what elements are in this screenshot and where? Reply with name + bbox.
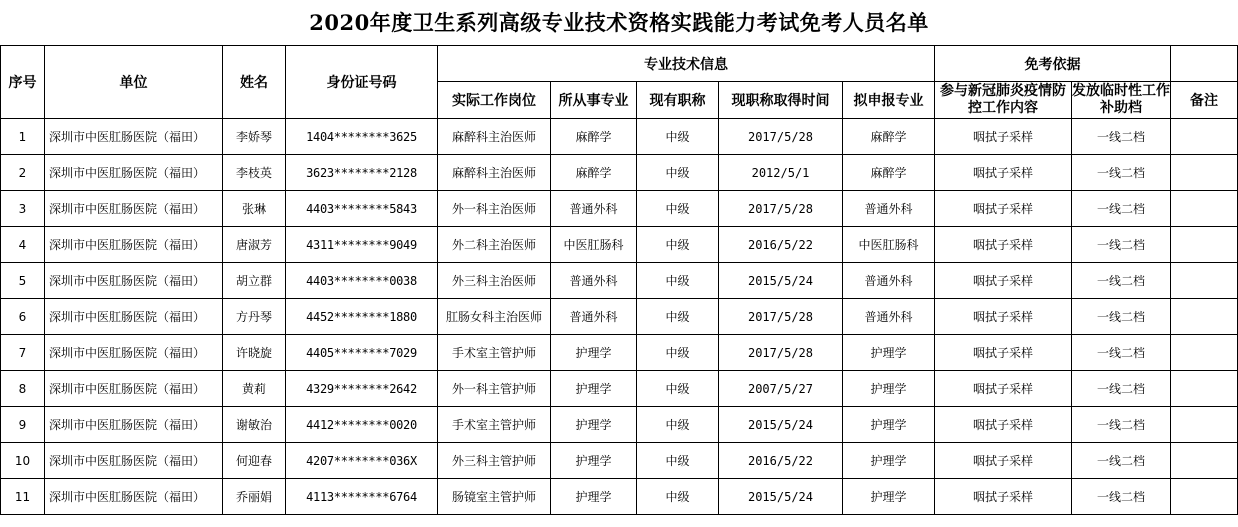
header-apply: 拟申报专业 (843, 82, 935, 119)
table-row (1, 155, 1238, 191)
page-title: 2020年度卫生系列高级专业技术资格实践能力考试免考人员名单 (309, 10, 929, 35)
cell-title-date: 2017/5/28 (719, 191, 843, 227)
table-row (1, 407, 1238, 443)
cell-apply: 护理学 (843, 335, 935, 371)
cell-name: 李娇琴 (223, 119, 286, 155)
cell-specialty: 护理学 (551, 371, 637, 407)
cell-covid: 咽拭子采样 (935, 335, 1072, 371)
cell-title-now: 中级 (637, 191, 719, 227)
cell-specialty: 护理学 (551, 443, 637, 479)
header-specialty: 所从事专业 (551, 82, 637, 119)
cell-post: 麻醉科主治医师 (438, 155, 551, 191)
cell-id: 4329********2642 (286, 371, 438, 407)
header-post: 实际工作岗位 (438, 82, 551, 119)
cell-title-date: 2017/5/28 (719, 335, 843, 371)
cell-specialty: 麻醉学 (551, 119, 637, 155)
cell-remark (1171, 119, 1238, 155)
cell-title-date: 2017/5/28 (719, 299, 843, 335)
cell-post: 外一科主管护师 (438, 371, 551, 407)
cell-title-now: 中级 (637, 407, 719, 443)
table-row (1, 119, 1238, 155)
cell-subsidy: 一线二档 (1072, 263, 1171, 299)
cell-covid: 咽拭子采样 (935, 155, 1072, 191)
cell-remark (1171, 155, 1238, 191)
header-covid: 参与新冠肺炎疫情防控工作内容 (935, 82, 1072, 119)
cell-subsidy: 一线二档 (1072, 299, 1171, 335)
cell-apply: 护理学 (843, 443, 935, 479)
cell-seq: 5 (1, 263, 45, 299)
cell-title-now: 中级 (637, 227, 719, 263)
cell-id: 1404********3625 (286, 119, 438, 155)
cell-apply: 普通外科 (843, 191, 935, 227)
cell-apply: 中医肛肠科 (843, 227, 935, 263)
cell-name: 许晓旋 (223, 335, 286, 371)
cell-covid: 咽拭子采样 (935, 299, 1072, 335)
cell-seq: 11 (1, 479, 45, 515)
exemption-table (0, 45, 1238, 515)
cell-specialty: 普通外科 (551, 263, 637, 299)
cell-post: 外三科主治医师 (438, 263, 551, 299)
cell-apply: 护理学 (843, 371, 935, 407)
cell-unit: 深圳市中医肛肠医院（福田） (45, 263, 223, 299)
cell-title-now: 中级 (637, 371, 719, 407)
header-group-basis: 免考依据 (935, 46, 1171, 82)
cell-seq: 8 (1, 371, 45, 407)
cell-title-date: 2015/5/24 (719, 479, 843, 515)
cell-title-date: 2016/5/22 (719, 227, 843, 263)
cell-covid: 咽拭子采样 (935, 227, 1072, 263)
table-row (1, 371, 1238, 407)
cell-title-now: 中级 (637, 155, 719, 191)
cell-seq: 7 (1, 335, 45, 371)
table-row (1, 443, 1238, 479)
header-id: 身份证号码 (286, 46, 438, 119)
header-remark: 备注 (1171, 82, 1238, 119)
cell-seq: 1 (1, 119, 45, 155)
cell-subsidy: 一线二档 (1072, 119, 1171, 155)
cell-remark (1171, 299, 1238, 335)
header-name: 姓名 (223, 46, 286, 119)
cell-name: 黄莉 (223, 371, 286, 407)
cell-id: 4405********7029 (286, 335, 438, 371)
cell-post: 肠镜室主管护师 (438, 479, 551, 515)
header-subsidy: 发放临时性工作补助档 (1072, 82, 1171, 119)
cell-specialty: 护理学 (551, 407, 637, 443)
cell-post: 麻醉科主治医师 (438, 119, 551, 155)
cell-specialty: 护理学 (551, 479, 637, 515)
cell-post: 手术室主管护师 (438, 335, 551, 371)
cell-subsidy: 一线二档 (1072, 191, 1171, 227)
cell-title-now: 中级 (637, 119, 719, 155)
cell-name: 李枝英 (223, 155, 286, 191)
cell-unit: 深圳市中医肛肠医院（福田） (45, 335, 223, 371)
table-row (1, 191, 1238, 227)
table-row (1, 479, 1238, 515)
cell-specialty: 普通外科 (551, 299, 637, 335)
cell-unit: 深圳市中医肛肠医院（福田） (45, 155, 223, 191)
cell-specialty: 麻醉学 (551, 155, 637, 191)
cell-covid: 咽拭子采样 (935, 407, 1072, 443)
cell-remark (1171, 263, 1238, 299)
cell-title-now: 中级 (637, 263, 719, 299)
header-title-now: 现有职称 (637, 82, 719, 119)
cell-covid: 咽拭子采样 (935, 191, 1072, 227)
cell-name: 谢敏治 (223, 407, 286, 443)
cell-title-date: 2016/5/22 (719, 443, 843, 479)
cell-seq: 2 (1, 155, 45, 191)
table-row (1, 299, 1238, 335)
header-seq: 序号 (1, 46, 45, 119)
cell-title-date: 2015/5/24 (719, 407, 843, 443)
cell-name: 何迎春 (223, 443, 286, 479)
cell-unit: 深圳市中医肛肠医院（福田） (45, 191, 223, 227)
cell-covid: 咽拭子采样 (935, 479, 1072, 515)
cell-covid: 咽拭子采样 (935, 119, 1072, 155)
cell-covid: 咽拭子采样 (935, 371, 1072, 407)
cell-remark (1171, 443, 1238, 479)
cell-title-now: 中级 (637, 479, 719, 515)
header-row-group (1, 46, 1238, 82)
cell-title-date: 2007/5/27 (719, 371, 843, 407)
cell-title-now: 中级 (637, 299, 719, 335)
cell-remark (1171, 335, 1238, 371)
cell-id: 3623********2128 (286, 155, 438, 191)
table-row (1, 227, 1238, 263)
table-body (1, 119, 1238, 515)
cell-post: 外三科主管护师 (438, 443, 551, 479)
cell-apply: 普通外科 (843, 263, 935, 299)
table-row (1, 335, 1238, 371)
cell-title-now: 中级 (637, 443, 719, 479)
cell-name: 方丹琴 (223, 299, 286, 335)
cell-apply: 普通外科 (843, 299, 935, 335)
cell-unit: 深圳市中医肛肠医院（福田） (45, 119, 223, 155)
cell-remark (1171, 227, 1238, 263)
cell-remark (1171, 191, 1238, 227)
cell-unit: 深圳市中医肛肠医院（福田） (45, 227, 223, 263)
cell-name: 胡立群 (223, 263, 286, 299)
cell-seq: 10 (1, 443, 45, 479)
cell-apply: 护理学 (843, 479, 935, 515)
cell-id: 4403********0038 (286, 263, 438, 299)
cell-title-date: 2012/5/1 (719, 155, 843, 191)
cell-post: 手术室主管护师 (438, 407, 551, 443)
cell-id: 4311********9049 (286, 227, 438, 263)
cell-remark (1171, 371, 1238, 407)
cell-title-date: 2017/5/28 (719, 119, 843, 155)
cell-seq: 6 (1, 299, 45, 335)
cell-apply: 麻醉学 (843, 155, 935, 191)
cell-unit: 深圳市中医肛肠医院（福田） (45, 479, 223, 515)
header-unit: 单位 (45, 46, 223, 119)
cell-subsidy: 一线二档 (1072, 335, 1171, 371)
cell-seq: 3 (1, 191, 45, 227)
cell-id: 4207********036X (286, 443, 438, 479)
cell-id: 4452********1880 (286, 299, 438, 335)
cell-post: 肛肠女科主治医师 (438, 299, 551, 335)
cell-remark (1171, 479, 1238, 515)
cell-subsidy: 一线二档 (1072, 155, 1171, 191)
cell-unit: 深圳市中医肛肠医院（福田） (45, 299, 223, 335)
cell-unit: 深圳市中医肛肠医院（福田） (45, 407, 223, 443)
cell-covid: 咽拭子采样 (935, 443, 1072, 479)
header-title-date: 现职称取得时间 (719, 82, 843, 119)
cell-specialty: 护理学 (551, 335, 637, 371)
cell-title-now: 中级 (637, 335, 719, 371)
cell-apply: 麻醉学 (843, 119, 935, 155)
cell-seq: 9 (1, 407, 45, 443)
table-row (1, 263, 1238, 299)
cell-unit: 深圳市中医肛肠医院（福田） (45, 371, 223, 407)
cell-subsidy: 一线二档 (1072, 443, 1171, 479)
cell-name: 张琳 (223, 191, 286, 227)
cell-remark (1171, 407, 1238, 443)
cell-unit: 深圳市中医肛肠医院（福田） (45, 443, 223, 479)
cell-specialty: 普通外科 (551, 191, 637, 227)
cell-id: 4113********6764 (286, 479, 438, 515)
cell-id: 4412********0020 (286, 407, 438, 443)
cell-specialty: 中医肛肠科 (551, 227, 637, 263)
cell-subsidy: 一线二档 (1072, 479, 1171, 515)
header-group-professional: 专业技术信息 (438, 46, 935, 82)
cell-subsidy: 一线二档 (1072, 227, 1171, 263)
cell-covid: 咽拭子采样 (935, 263, 1072, 299)
cell-subsidy: 一线二档 (1072, 407, 1171, 443)
cell-id: 4403********5843 (286, 191, 438, 227)
cell-title-date: 2015/5/24 (719, 263, 843, 299)
cell-seq: 4 (1, 227, 45, 263)
header-blank (1171, 46, 1238, 82)
cell-apply: 护理学 (843, 407, 935, 443)
cell-name: 乔丽娟 (223, 479, 286, 515)
cell-subsidy: 一线二档 (1072, 371, 1171, 407)
cell-name: 唐淑芳 (223, 227, 286, 263)
cell-post: 外一科主治医师 (438, 191, 551, 227)
cell-post: 外二科主治医师 (438, 227, 551, 263)
